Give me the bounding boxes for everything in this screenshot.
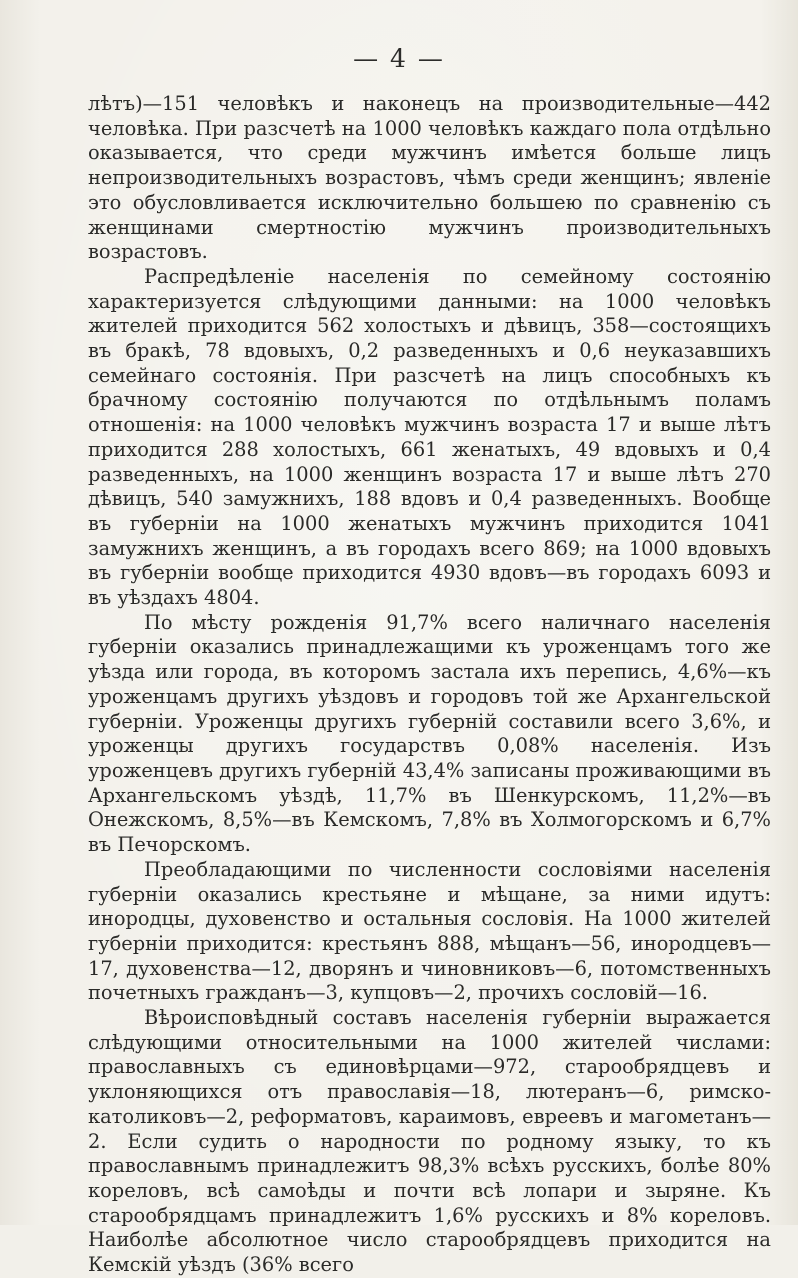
paragraph-religion: Вѣроисповѣдный составъ населенія губерніи выражается слѣдующими относительными на 1000 жителей числами: православныхъ съ единовѣрцами—972, старообрядцевъ и уклоняющихся отъ православія—18, лютеранъ—6, римско-католиковъ—2, реформатовъ, караимовъ, евреевъ и магометанъ—2. Если судить о народности по родному языку, то къ православнымъ принадлежитъ 98,3% всѣхъ русскихъ, болѣе 80% кореловъ, всѣ самоѣды и почти всѣ лопари и зыряне. Къ старообрядцамъ принадлежитъ 1,6% русскихъ и 8% кореловъ. Наиболѣе абсолютное число старообрядцевъ приходится на Кемскій уѣздъ (36% всего: [88, 1006, 771, 1277]
page-number: — 4 —: [353, 44, 445, 73]
paragraph-age-groups: лѣтъ)—151 человѣкъ и наконецъ на производительные—442 человѣка. При разсчетѣ на 1000 человѣкъ каждаго пола отдѣльно оказывается, что среди мужчинъ имѣется больше лицъ непроизводительныхъ возрастовъ, чѣмъ среди женщинъ; явленіе это обусловливается исключительно большею по сравненію съ женщинами смертностію мужчинъ производительныхъ возрастовъ.: [88, 92, 771, 264]
body-text: [88, 92, 771, 1278]
paragraph-birthplace: По мѣсту рожденія 91,7% всего наличнаго населенія губерніи оказались принадлежащими къ уроженцамъ того же уѣзда или города, въ которомъ застала ихъ перепись, 4,6%—къ уроженцамъ другихъ уѣздовъ и городовъ той же Архангельской губерніи. Уроженцы другихъ губерній составили всего 3,6%, и уроженцы другихъ государствъ 0,08% населенія. Изъ уроженцевъ другихъ губерній 43,4% записаны проживающими въ Архангельскомъ уѣздѣ, 11,7% въ Шенкурскомъ, 11,2%—въ Онежскомъ, 8,5%—въ Кемскомъ, 7,8% въ Холмогорскомъ и 6,7% въ Печорскомъ.: [88, 610, 771, 857]
paragraph-marital-status: Распредѣленіе населенія по семейному состоянію характеризуется слѣдующими данными: на 1000 человѣкъ жителей приходится 562 холостыхъ и дѣвицъ, 358—состоящихъ въ бракѣ, 78 вдовыхъ, 0,2 разведенныхъ и 0,6 неуказавшихъ семейнаго состоянія. При разсчетѣ на лицъ способныхъ къ брачному состоянію получаются по отдѣльнымъ поламъ отношенія: на 1000 человѣкъ мужчинъ возраста 17 и выше лѣтъ приходится 288 холостыхъ, 661 женатыхъ, 49 вдовыхъ и 0,4 разведенныхъ, на 1000 женщинъ возраста 17 и выше лѣтъ 270 дѣвицъ, 540 замужнихъ, 188 вдовъ и 0,4 разведенныхъ. Вообще въ губерніи на 1000 женатыхъ мужчинъ приходится 1041 замужнихъ женщинъ, а въ городахъ всего 869; на 1000 вдовыхъ въ губерніи вообще приходится 4930 вдовъ—въ городахъ 6093 и въ уѣздахъ 4804.: [88, 264, 771, 610]
paragraph-estates: Преобладающими по численности сословіями населенія губерніи оказались крестьяне и мѣщане, за ними идутъ: инородцы, духовенство и остальныя сословія. На 1000 жителей губерніи приходится: крестьянъ 888, мѣщанъ—56, инородцевъ—17, духовенства—12, дворянъ и чиновниковъ—6, потомственныхъ почетныхъ гражданъ—3, купцовъ—2, прочихъ сословій—16.: [88, 857, 771, 1005]
